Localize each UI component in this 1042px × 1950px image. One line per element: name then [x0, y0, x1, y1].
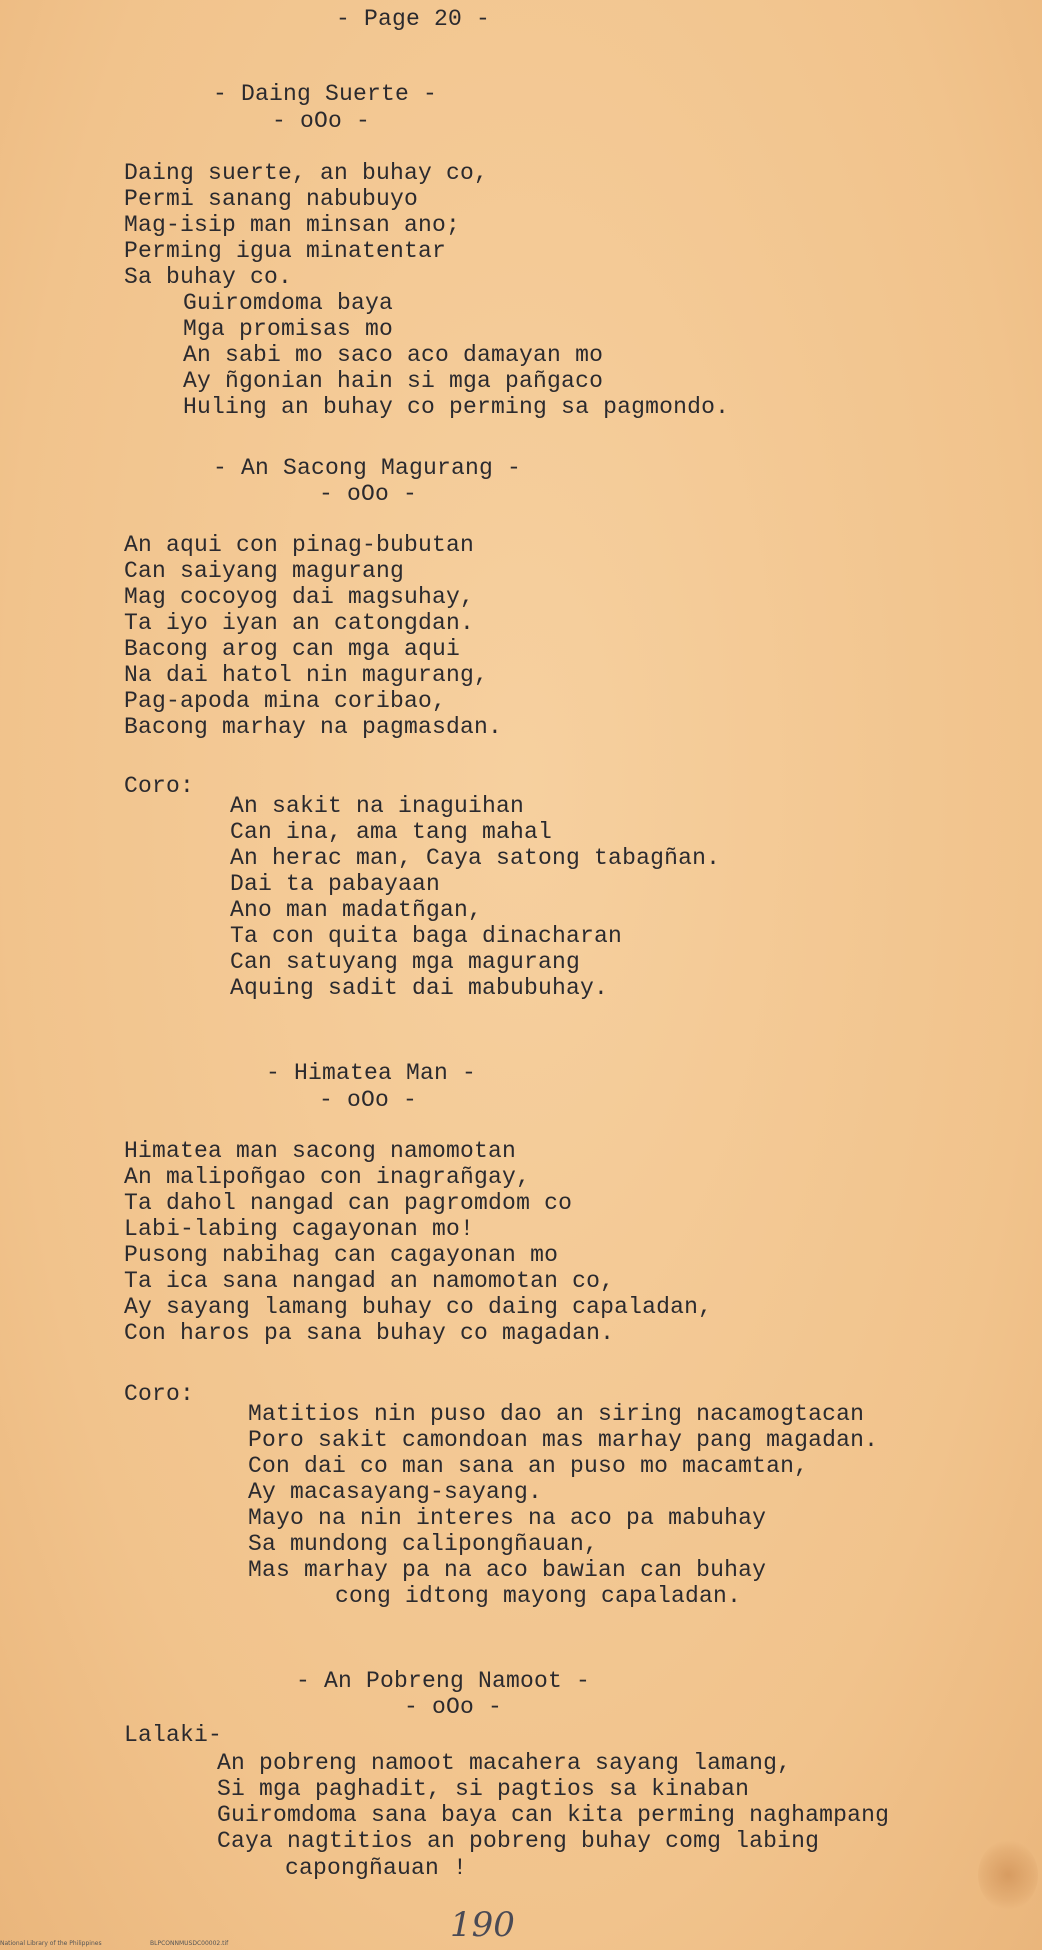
coro-line: Con dai co man sana an puso mo macamtan, [248, 1453, 809, 1479]
verse-line: Permi sanang nabubuyo [124, 186, 419, 212]
verse-line: Caya nagtitios an pobreng buhay comg labing [217, 1828, 820, 1854]
coro-line: An herac man, Caya satong tabagñan. [230, 845, 721, 871]
verse-line: Guiromdoma baya [183, 290, 394, 316]
verse-line: Bacong arog can mga aqui [124, 636, 461, 662]
coro-line: Dai ta pabayaan [230, 871, 441, 897]
song-title: - An Pobreng Namoot - [296, 1668, 591, 1694]
verse-line: Mga promisas mo [183, 316, 394, 342]
coro-line: cong idtong mayong capaladan. [335, 1583, 742, 1609]
verse-line: An aqui con pinag-bubutan [124, 532, 475, 558]
coro-label: Coro: [124, 1381, 195, 1407]
verse-line: Ta iyo iyan an catongdan. [124, 610, 475, 636]
song-title: - An Sacong Magurang - [213, 455, 522, 481]
verse-line: Huling an buhay co perming sa pagmondo. [183, 394, 730, 420]
coro-line: An sakit na inaguihan [230, 793, 525, 819]
verse-line: Pag-apoda mina coribao, [124, 688, 447, 714]
coro-line: Mayo na nin interes na aco pa mabuhay [248, 1505, 767, 1531]
verse-line: An pobreng namoot macahera sayang lamang, [217, 1750, 792, 1776]
verse-line: Con haros pa sana buhay co magadan. [124, 1320, 615, 1346]
separator: - oOo - [272, 108, 371, 134]
coro-line: Ay macasayang-sayang. [248, 1479, 543, 1505]
verse-line: Guiromdoma sana baya can kita perming naghampang [217, 1802, 890, 1828]
verse-line: Himatea man sacong namomotan [124, 1138, 517, 1164]
verse-line: Can saiyang magurang [124, 558, 405, 584]
separator: - oOo - [404, 1694, 503, 1720]
song-title: - Himatea Man - [266, 1060, 477, 1086]
coro-line: Ta con quita baga dinacharan [230, 923, 623, 949]
separator: - oOo - [319, 1087, 418, 1113]
verse-line: Mag cocoyog dai magsuhay, [124, 584, 475, 610]
verse-line: Sa buhay co. [124, 264, 293, 290]
verse-line: Daing suerte, an buhay co, [124, 160, 489, 186]
verse-line: Si mga paghadit, si pagtios sa kinaban [217, 1776, 750, 1802]
verse-line: Ta ica sana nangad an namomotan co, [124, 1268, 615, 1294]
verse-line: Ta dahol nangad can pagromdom co [124, 1190, 573, 1216]
verse-line: Na dai hatol nin magurang, [124, 662, 489, 688]
verse-line: capongñauan ! [285, 1855, 468, 1881]
coro-label: Coro: [124, 773, 195, 799]
speaker-label: Lalaki- [124, 1722, 223, 1748]
coro-line: Can ina, ama tang mahal [230, 819, 553, 845]
coro-line: Matitios nin puso dao an siring nacamogtacan [248, 1401, 865, 1427]
paper-stain [978, 1840, 1038, 1910]
verse-line: Perming igua minatentar [124, 238, 447, 264]
coro-line: Sa mundong calipongñauan, [248, 1531, 599, 1557]
coro-line: Can satuyang mga magurang [230, 949, 581, 975]
footer-file-name: BLPCONNMUSDC00002.tif [150, 1940, 229, 1947]
separator: - oOo - [319, 481, 418, 507]
song-title: - Daing Suerte - [213, 81, 438, 107]
verse-line: Ay ñgonian hain si mga pañgaco [183, 368, 604, 394]
page-header: - Page 20 - [336, 6, 491, 32]
verse-line: Labi-labing cagayonan mo! [124, 1216, 475, 1242]
verse-line: Ay sayang lamang buhay co daing capaladan, [124, 1294, 713, 1320]
coro-line: Poro sakit camondoan mas marhay pang magadan. [248, 1427, 879, 1453]
coro-line: Mas marhay pa na aco bawian can buhay [248, 1557, 767, 1583]
footer-archive-label: National Library of the Philippines [0, 1940, 102, 1947]
coro-line: Ano man madatñgan, [230, 897, 483, 923]
verse-line: Pusong nabihag can cagayonan mo [124, 1242, 559, 1268]
verse-line: An malipoñgao con inagrañgay, [124, 1164, 531, 1190]
verse-line: An sabi mo saco aco damayan mo [183, 342, 604, 368]
verse-line: Mag-isip man minsan ano; [124, 212, 461, 238]
coro-line: Aquing sadit dai mabubuhay. [230, 975, 609, 1001]
handwritten-page-number: 190 [450, 1905, 515, 1945]
verse-line: Bacong marhay na pagmasdan. [124, 714, 503, 740]
